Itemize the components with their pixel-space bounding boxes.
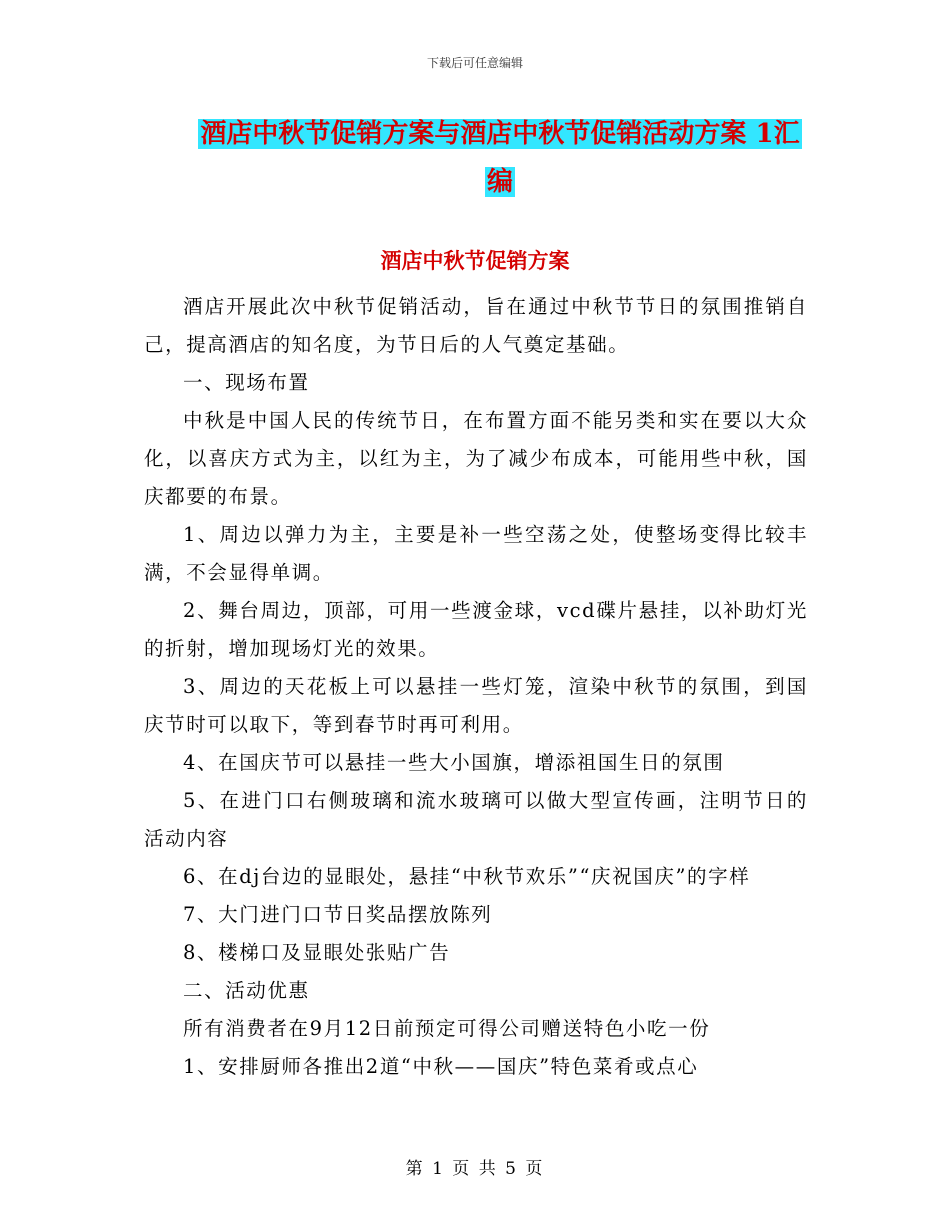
list-item-2: 2、舞台周边，顶部，可用一些渡金球，vcd碟片悬挂，以补助灯光的折射，增加现场灯光的效果。 (144, 599, 808, 660)
list-item-8: 8、楼梯口及显眼处张贴广告 (183, 941, 451, 964)
page-footer: 第 1 页 共 5 页 (405, 1159, 545, 1179)
list-item-4: 4、在国庆节可以悬挂一些大小国旗，增添祖国生日的氛围 (183, 751, 725, 774)
section-title: 酒店中秋节促销方案 (380, 248, 570, 273)
list-item-6: 6、在dj台边的显眼处，悬挂“中秋节欢乐”“庆祝国庆”的字样 (183, 865, 751, 888)
paragraph-promotion-intro: 所有消费者在9月12日前预定可得公司赠送特色小吃一份 (183, 1017, 711, 1040)
heading-site-layout: 一、现场布置 (183, 371, 310, 394)
document-title-line2: 编 (486, 167, 513, 197)
paragraph-layout-intro: 中秋是中国人民的传统节日，在布置方面不能另类和实在要以大众化，以喜庆方式为主，以红为主，为了减少布成本，可能用些中秋，国庆都要的布景。 (144, 409, 808, 508)
list-item-5: 5、在进门口右侧玻璃和流水玻璃可以做大型宣传画，注明节日的活动内容 (144, 789, 808, 850)
paragraph-intro: 酒店开展此次中秋节促销活动，旨在通过中秋节节日的氛围推销自己，提高酒店的知名度，为节日后的人气奠定基础。 (144, 295, 808, 356)
promotion-item-1: 1、安排厨师各推出2道“中秋——国庆”特色菜肴或点心 (183, 1055, 699, 1078)
document-title (150, 110, 850, 206)
document-body (144, 288, 808, 1086)
list-item-7: 7、大门进门口节日奖品摆放陈列 (183, 903, 493, 926)
document-title-line1: 酒店中秋节促销方案与酒店中秋节促销活动方案 1汇 (200, 119, 800, 149)
list-item-1: 1、周边以弹力为主，主要是补一些空荡之处，使整场变得比较丰满，不会显得单调。 (144, 523, 808, 584)
heading-promotions: 二、活动优惠 (183, 979, 310, 1002)
list-item-3: 3、周边的天花板上可以悬挂一些灯笼，渲染中秋节的氛围，到国庆节时可以取下，等到春节时再可利用。 (144, 675, 808, 736)
page-header-note: 下载后可任意编辑 (426, 56, 523, 70)
